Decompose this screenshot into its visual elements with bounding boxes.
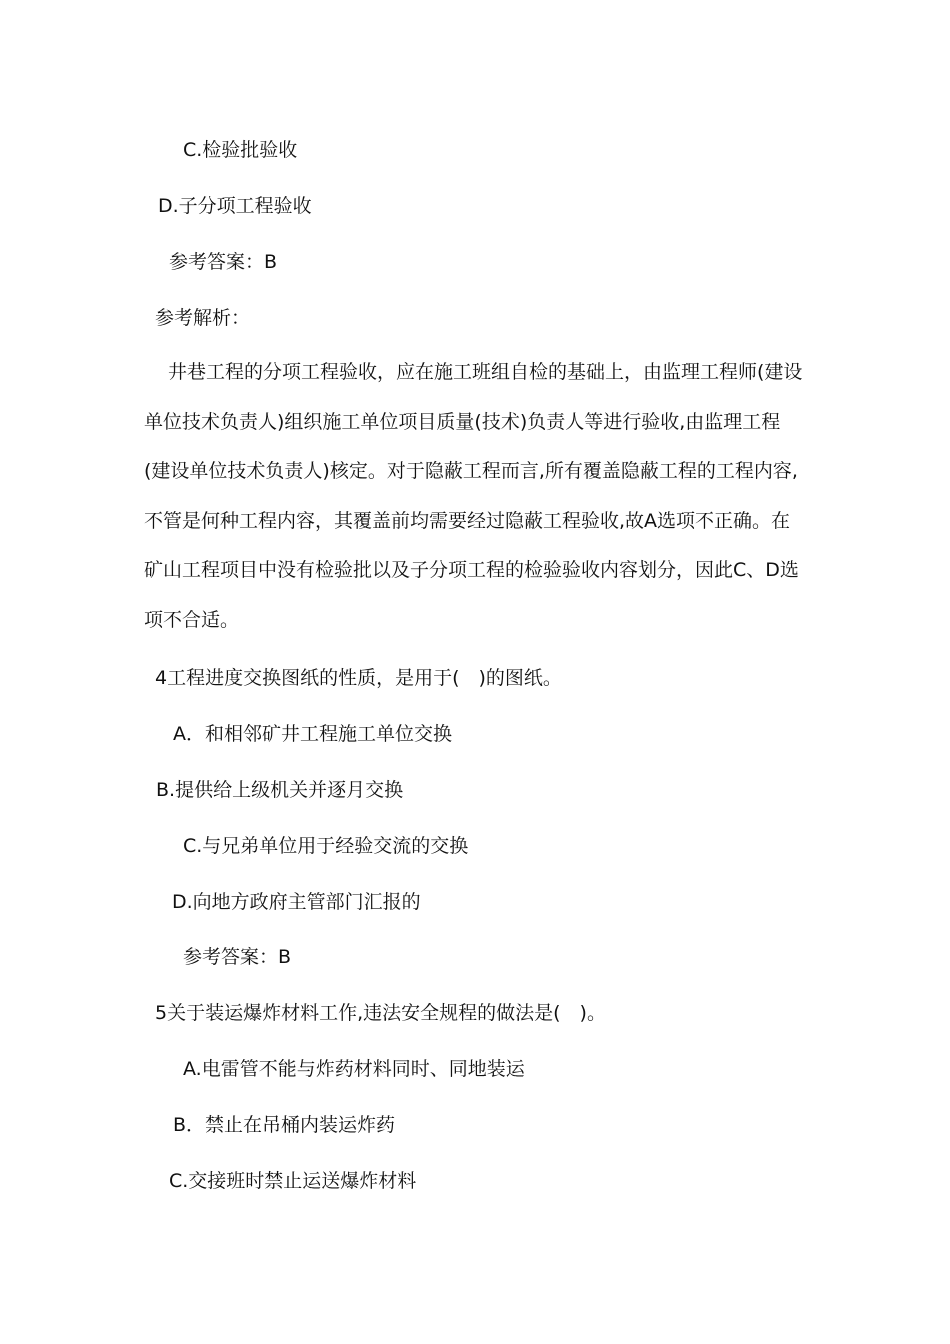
q3-option-d: D.子分项工程验收 bbox=[158, 195, 312, 217]
q5-option-b: B．禁止在吊桶内装运炸药 bbox=[173, 1114, 396, 1136]
q4-option-c: C.与兄弟单位用于经验交流的交换 bbox=[183, 835, 469, 857]
q4-stem: 4工程进度交换图纸的性质，是用于( )的图纸。 bbox=[155, 667, 562, 689]
q4-answer: 参考答案：B bbox=[183, 946, 292, 968]
q5-option-a: A.电雷管不能与炸药材料同时、同地装运 bbox=[183, 1058, 525, 1080]
q4-option-a: A．和相邻矿井工程施工单位交换 bbox=[173, 723, 452, 745]
q3-option-c: C.检验批验收 bbox=[183, 139, 298, 161]
q3-answer: 参考答案：B bbox=[169, 251, 278, 273]
q4-option-d: D.向地方政府主管部门汇报的 bbox=[172, 891, 421, 913]
q5-option-c: C.交接班时禁止运送爆炸材料 bbox=[169, 1170, 417, 1192]
q3-analysis-label: 参考解析： bbox=[155, 307, 251, 329]
q3-analysis-text: 井巷工程的分项工程验收，应在施工班组自检的基础上，由监理工程师(建设单位技术负责人)组织施工单位项目质量(技术)负责人等进行验收,由监理工程(建设单位技术负责人)核定。对于隐蔽工程而言,所有覆盖隐蔽工程的工程内容,不管是何种工程内容，其覆盖前均需要经过隐蔽工程验收,故A选项不正确。在矿山工程项目中没有检验批以及子分项工程的检验验收内容划分，因此C、D选项不合适。 bbox=[144, 361, 803, 631]
q5-stem: 5关于装运爆炸材料工作,违法安全规程的做法是( )。 bbox=[155, 1002, 606, 1024]
q3-analysis-paragraph bbox=[144, 348, 806, 646]
q4-option-b: B.提供给上级机关并逐月交换 bbox=[156, 779, 404, 801]
